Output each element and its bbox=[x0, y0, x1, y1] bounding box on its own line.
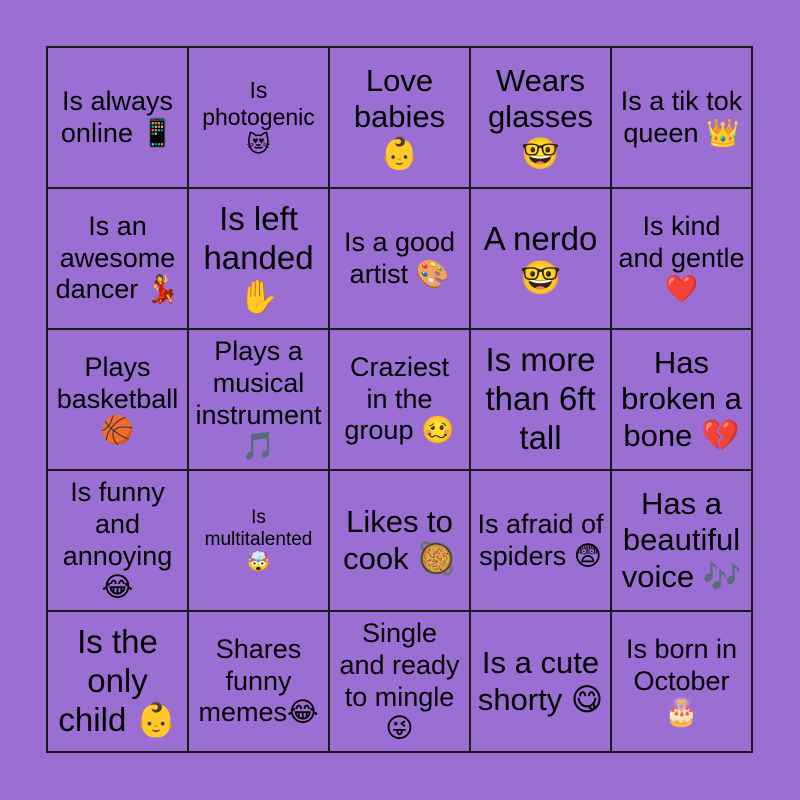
bingo-cell[interactable]: Likes to cook 🥘 bbox=[329, 470, 470, 611]
bingo-cell[interactable]: Is a tik tok queen 👑 bbox=[611, 47, 752, 188]
bingo-cell[interactable]: Is funny and annoying 😂 bbox=[47, 470, 188, 611]
bingo-cell[interactable]: Is a good artist 🎨 bbox=[329, 188, 470, 329]
bingo-cell[interactable]: Is kind and gentle ❤️ bbox=[611, 188, 752, 329]
bingo-cell[interactable]: Craziest in the group 🥴 bbox=[329, 329, 470, 470]
bingo-cell[interactable]: Is a cute shorty 😋 bbox=[470, 611, 611, 752]
bingo-cell[interactable]: Has broken a bone 💔 bbox=[611, 329, 752, 470]
bingo-cell[interactable]: Is more than 6ft tall bbox=[470, 329, 611, 470]
bingo-cell[interactable]: Single and ready to mingle 😜 bbox=[329, 611, 470, 752]
bingo-cell[interactable]: Is the only child 👶 bbox=[47, 611, 188, 752]
bingo-cell[interactable]: Love babies 👶 bbox=[329, 47, 470, 188]
bingo-board bbox=[46, 46, 753, 753]
bingo-cell[interactable]: Plays basketball 🏀 bbox=[47, 329, 188, 470]
bingo-cell[interactable]: Is an awesome dancer 💃 bbox=[47, 188, 188, 329]
bingo-cell[interactable]: Has a beautiful voice 🎶 bbox=[611, 470, 752, 611]
bingo-cell[interactable]: Is afraid of spiders 😨 bbox=[470, 470, 611, 611]
bingo-cell[interactable]: Wears glasses 🤓 bbox=[470, 47, 611, 188]
bingo-cell[interactable]: Is multitalented 🤯 bbox=[188, 470, 329, 611]
bingo-cell[interactable]: Is left handed ✋ bbox=[188, 188, 329, 329]
bingo-cell[interactable]: Plays a musical instrument 🎵 bbox=[188, 329, 329, 470]
bingo-cell[interactable]: Is photogenic 😻 bbox=[188, 47, 329, 188]
bingo-cell[interactable]: Is born in October 🎂 bbox=[611, 611, 752, 752]
bingo-cell[interactable]: Is always online 📱 bbox=[47, 47, 188, 188]
bingo-cell[interactable]: A nerdo 🤓 bbox=[470, 188, 611, 329]
bingo-cell[interactable]: Shares funny memes😂 bbox=[188, 611, 329, 752]
